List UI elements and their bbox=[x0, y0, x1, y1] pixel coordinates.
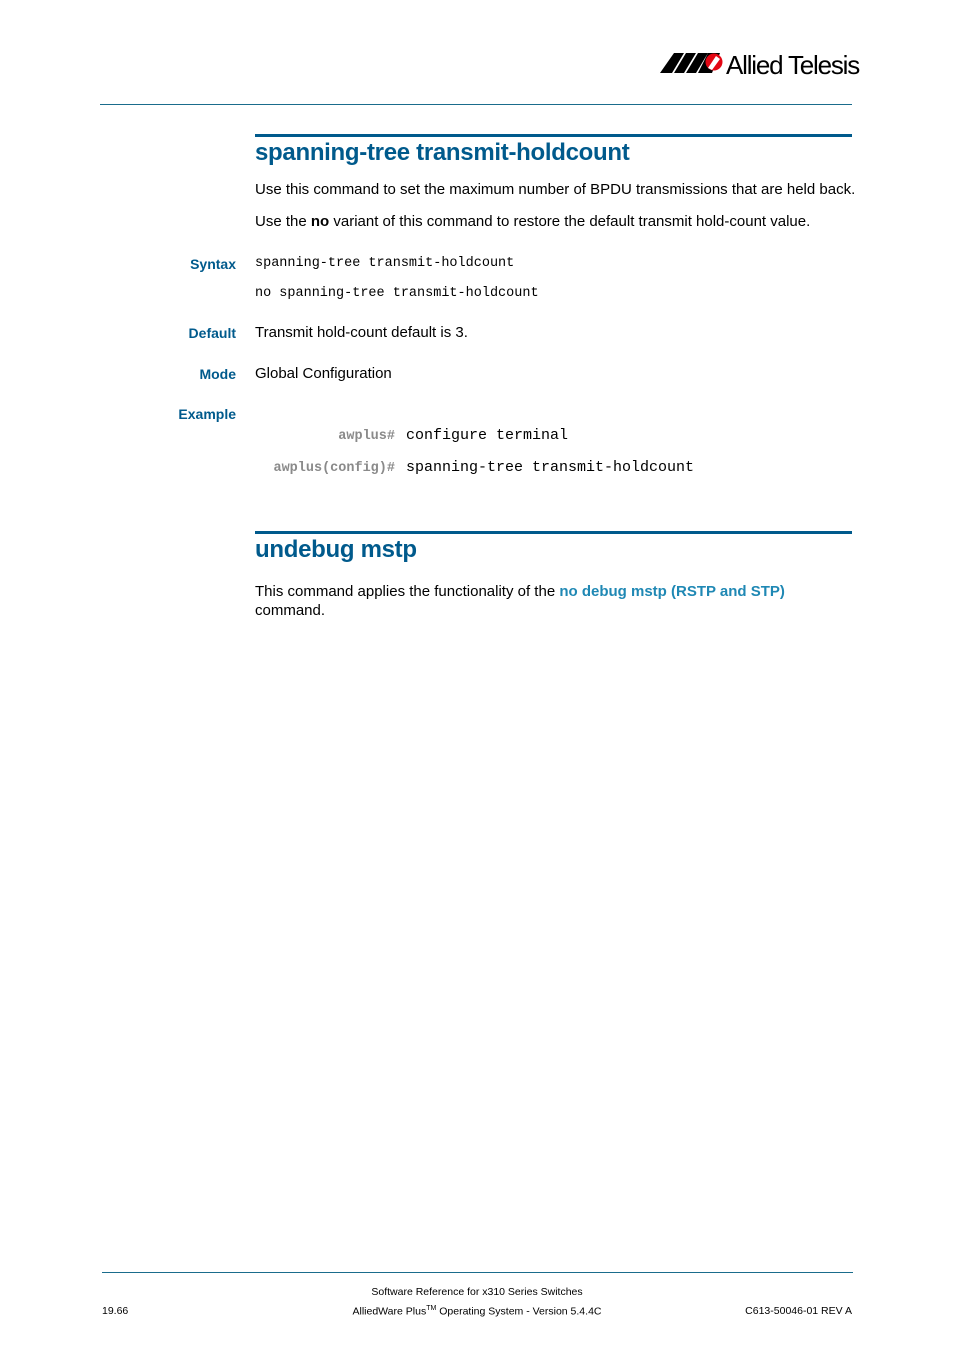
example-prompt: awplus(config)# bbox=[273, 461, 395, 476]
syntax-label: Syntax bbox=[190, 256, 236, 272]
footer-trademark: TM bbox=[426, 1305, 437, 1312]
example-label: Example bbox=[178, 406, 236, 422]
footer-product: AlliedWare Plus bbox=[352, 1305, 427, 1318]
section-divider bbox=[255, 531, 852, 534]
no-variant-description bbox=[255, 213, 810, 230]
allied-telesis-logo bbox=[660, 50, 860, 82]
section-title-spanning-tree-transmit-holdcount: spanning-tree transmit-holdcount bbox=[255, 139, 630, 166]
document-code: C613-50046-01 REV A bbox=[745, 1305, 852, 1317]
desc-bold-no: no bbox=[310, 213, 330, 230]
syntax-line-no: no spanning-tree transmit-holdcount bbox=[255, 286, 539, 301]
logo-mark-icon bbox=[660, 52, 726, 74]
no-debug-mstp-link[interactable]: no debug mstp (RSTP and STP) bbox=[559, 583, 785, 600]
example-command: spanning-tree transmit-holdcount bbox=[406, 459, 695, 476]
example-command: configure terminal bbox=[406, 427, 569, 444]
default-text: Transmit hold-count default is 3. bbox=[255, 324, 468, 341]
section-title-undebug-mstp: undebug mstp bbox=[255, 536, 417, 563]
mode-text: Global Configuration bbox=[255, 365, 392, 382]
command-description: Use this command to set the maximum number of BPDU transmissions that are held back. bbox=[255, 181, 856, 198]
desc-suffix: variant of this command to restore the default transmit hold-count value. bbox=[329, 213, 811, 230]
header-rule bbox=[100, 104, 852, 105]
footer-title: Software Reference for x310 Series Switches bbox=[371, 1286, 583, 1298]
default-label: Default bbox=[188, 325, 236, 341]
logo-wordmark: Allied Telesis bbox=[726, 50, 860, 80]
undebug-description bbox=[255, 583, 785, 600]
page-number: 19.66 bbox=[102, 1305, 129, 1317]
syntax-line: spanning-tree transmit-holdcount bbox=[255, 256, 515, 271]
desc-prefix: Use the bbox=[255, 213, 311, 230]
section-divider bbox=[255, 134, 852, 137]
footer-os-version: Operating System - Version 5.4.4C bbox=[436, 1305, 602, 1318]
mode-label: Mode bbox=[199, 366, 236, 382]
undebug-text-prefix: This command applies the functionality of the bbox=[255, 583, 560, 600]
example-prompt: awplus# bbox=[338, 429, 395, 444]
undebug-text-suffix: command. bbox=[255, 602, 326, 619]
footer-rule bbox=[102, 1272, 853, 1273]
